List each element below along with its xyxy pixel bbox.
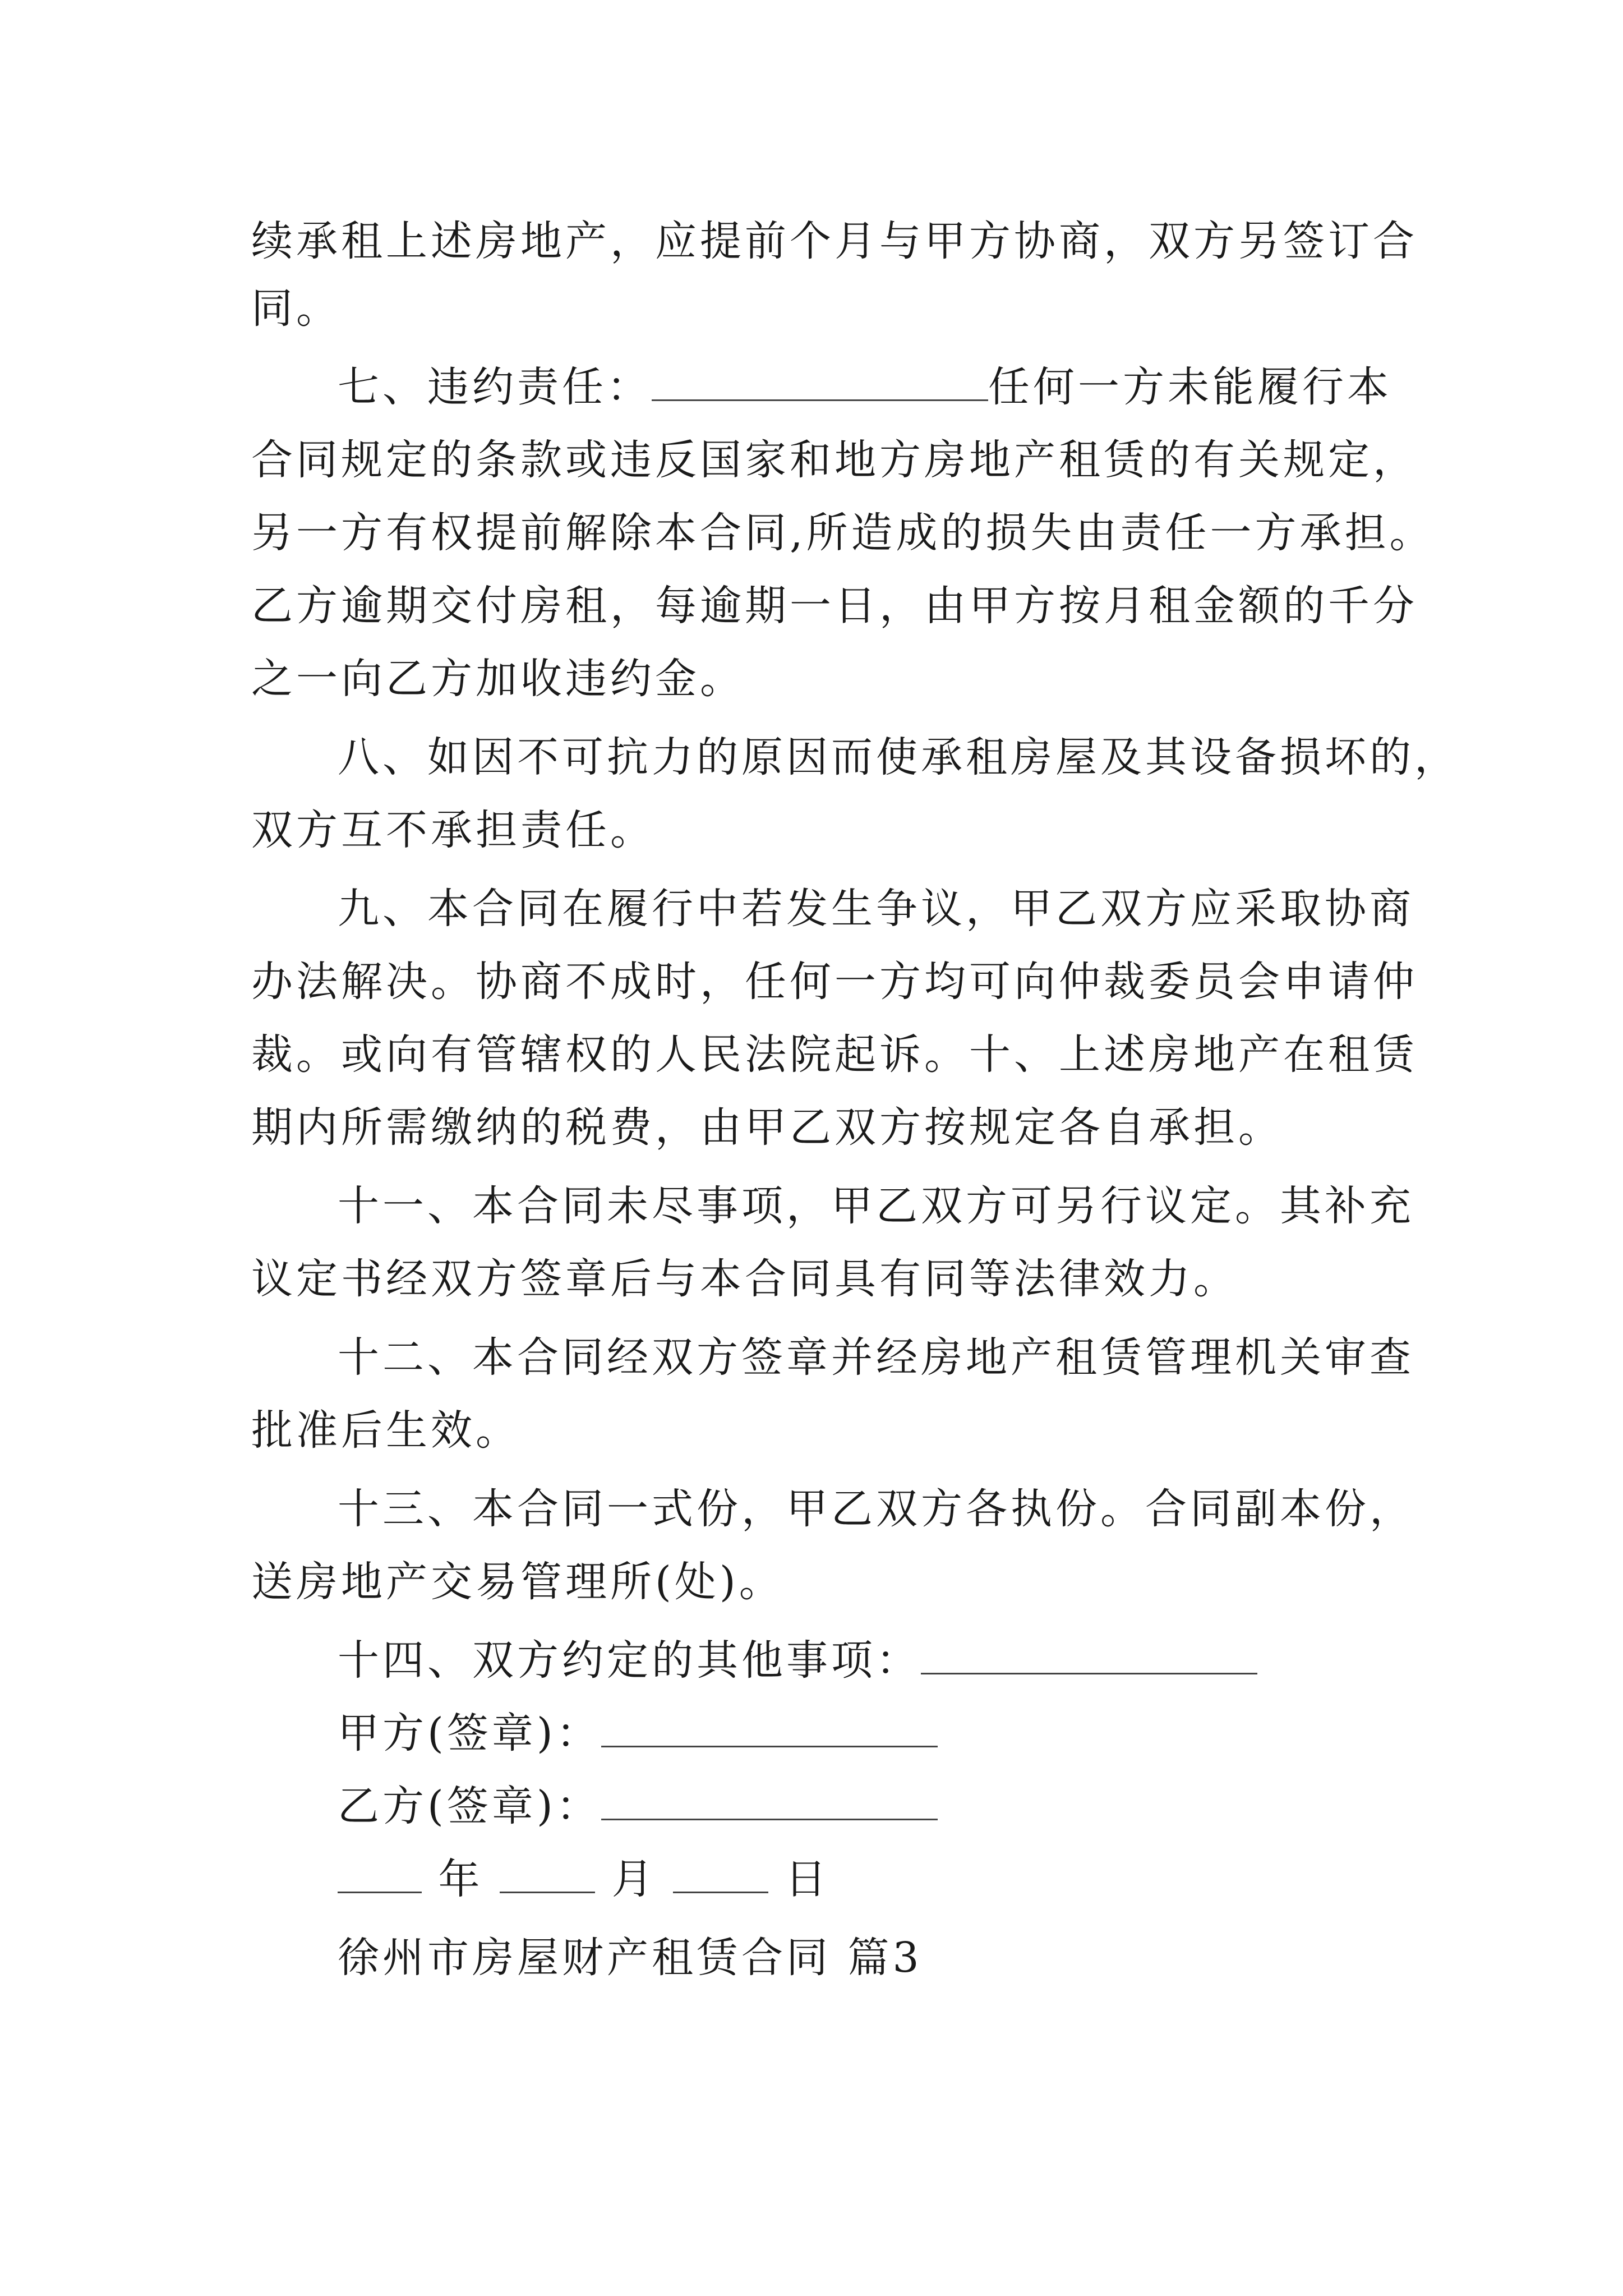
text-line: 十三、本合同一式份，甲乙双方各执份。合同副本份， xyxy=(338,1485,1414,1533)
text-line: 十二、本合同经双方签章并经房地产租赁管理机关审查 xyxy=(338,1333,1414,1382)
other-matters-label: 十四、双方约定的其他事项： xyxy=(338,1636,921,1685)
text-line: 双方互不承担责任。 xyxy=(251,806,655,854)
year-blank xyxy=(338,1852,422,1893)
text-line: 办法解决。协商不成时，任何一方均可向仲裁委员会申请仲 xyxy=(251,958,1418,1006)
text-line: 九、本合同在履行中若发生争议，甲乙双方应采取协商 xyxy=(338,885,1414,933)
text-line: 裁。或向有管辖权的人民法院起诉。十、上述房地产在租赁 xyxy=(251,1030,1418,1079)
text-line: 八、如因不可抗力的原因而使承租房屋及其设备损坏的， xyxy=(338,733,1459,781)
other-matters-line xyxy=(338,1632,1257,1688)
year-label: 年 xyxy=(438,1855,483,1903)
blank-line xyxy=(921,1634,1257,1674)
text-line: 同。 xyxy=(251,284,341,333)
month-label: 月 xyxy=(611,1855,657,1903)
clause-7-line xyxy=(338,359,1392,415)
text-line: 议定书经双方签章后与本合同具有同等法律效力。 xyxy=(251,1255,1238,1303)
party-a-line xyxy=(338,1705,938,1761)
text-line: 乙方逾期交付房租，每逾期一日，由甲方按月租金额的千分 xyxy=(251,582,1418,630)
text-line: 另一方有权提前解除本合同,所造成的损失由责任一方承担。 xyxy=(251,509,1435,557)
month-blank xyxy=(500,1852,595,1893)
text-line: 期内所需缴纳的税费，由甲乙双方按规定各自承担。 xyxy=(251,1103,1283,1152)
party-b-line xyxy=(338,1778,938,1834)
text-line: 续承租上述房地产，应提前个月与甲方协商，双方另签订合 xyxy=(251,217,1418,265)
section-title: 徐州市房屋财产租赁合同 篇3 xyxy=(338,1934,923,1982)
date-line xyxy=(338,1851,830,1907)
signature-blank xyxy=(601,1779,938,1820)
text-line: 十一、本合同未尽事项，甲乙双方可另行议定。其补充 xyxy=(338,1182,1414,1230)
text-line: 送房地产交易管理所(处)。 xyxy=(251,1558,784,1606)
text-line: 合同规定的条款或违反国家和地方房地产租赁的有关规定， xyxy=(251,436,1418,484)
day-blank xyxy=(673,1852,768,1893)
party-a-label: 甲方(签章)： xyxy=(338,1709,601,1757)
day-label: 日 xyxy=(785,1855,830,1903)
text-line: 之一向乙方加收违约金。 xyxy=(251,655,745,703)
party-b-label: 乙方(签章)： xyxy=(338,1782,601,1830)
blank-line xyxy=(652,360,988,401)
text-fragment: 任何一方未能履行本 xyxy=(988,363,1392,411)
clause-7-heading: 七、违约责任： xyxy=(338,363,652,411)
signature-blank xyxy=(601,1706,938,1747)
text-line: 批准后生效。 xyxy=(251,1406,520,1455)
